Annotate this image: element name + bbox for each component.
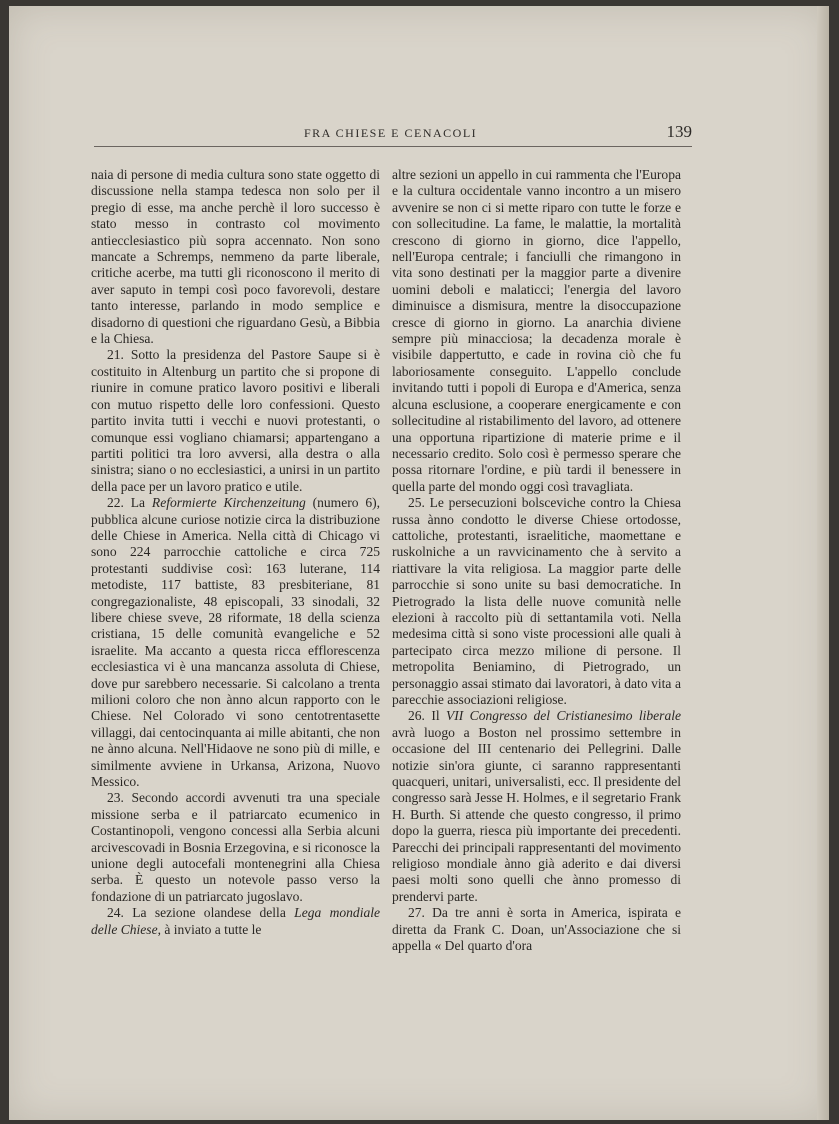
paragraph-26	[392, 708, 681, 905]
paragraph-24-italic: Lega mondiale delle Chiese	[91, 905, 381, 937]
page-edge	[817, 6, 829, 1120]
paragraph-25: 25. Le persecuzioni bolsceviche contro la Chiesa russa ànno condotto le diverse Chiese ortodosse, cattoliche, protestanti, israelitiche, maomettane e ruskolniche a un ravvicinamento che à servito a riattivare la vita religiosa. La maggior parte delle parrocchie si sono unite su basi democratiche. In Pietrogrado la lista delle nuove comunità nelle elezioni à raccolto più di settantamila voti. Nella medesima città si sono viste processioni alle quali à partecipato circa mezzo milione di persone. Il metropolita Beniamino, di Pietrogrado, un personaggio assai stimato dai lavoratori, à dato vita a parecchie associazioni religiose.	[392, 495, 681, 707]
paragraph-26-italic: VII Congresso del Cristianesimo liberale	[445, 708, 681, 724]
page-header	[94, 122, 692, 147]
paragraph-23: 23. Secondo accordi avvenuti tra una speciale missione serba e il patriarcato ecumenico in Costantinopoli, vengono concessi alla Serbia alcuni arcivescovadi in Bosnia Erzegovina, e si riconosce la unione degli autocefali montenegrini alla Chiesa serba. È questo un notevole passo verso la fondazione di un patriarcato jugoslavo.	[91, 790, 380, 904]
paragraph-22-body: (numero 6), pubblica alcune curiose notizie circa la distribuzione delle Chiese in America. Nella città di Chicago vi sono 224 parrocchie cattoliche e circa 725 protestanti suddivise così: 163 luterane, 114 metodiste, 117 battiste, 83 presbiteriane, 81 congregazionaliste, 48 episcopali, 33 sinodali, 32 libere chiese sveve, 28 riformate, 18 della scienza cristiana, 15 delle comunità evangeliche e 52 israelite. Ma accanto a questa ricca efflorescenza ecclesiastica vi è una mancanza assoluta di Chiese, dove pur sarebbero necessarie. Si calcolano a trenta milioni coloro che non ànno alcun rapporto con le Chiese. Nel Colorado vi sono centotrentasette villaggi, dai centocinquanta ai mille abitanti, che non ne ànno alcuna. Nell'Hidaove ne sono più di mille, e similmente avviene in Urkansa, Arizona, Nuovo Messico.	[91, 495, 381, 790]
paragraph-21: 21. Sotto la presidenza del Pastore Saupe si è costituito in Altenburg un partito che si propone di riunire in comune pratico lavoro positivi e liberali con mutuo rispetto delle loro confessioni. Questo partito invita tutti i vecchi e nuovi protestanti, o comunque essi vogliano chiamarsi; appartengano a partiti politici tra loro avversi, alla destra o alla sinistra; siano o no ecclesiastici, a unirsi in un partito della pace per un lavoro pratico e utile.	[91, 347, 380, 494]
paragraph-26-body: avrà luogo a Boston nel prossimo settembre in occasione del III centenario dei Pellegrini. Dalle notizie sin'ora giunte, ci saranno rappresentanti quacqueri, unitari, universalisti, ecc. Il presidente del congresso sarà Jesse H. Holmes, e il segretario Frank H. Burth. Si attende che questo congresso, il primo dopo la guerra, riesca più importante dei precedenti. Parecchi dei principali rappresentanti del movimento religioso mondiale ànno già aderito e dai diversi paesi molti sono quelli che ànno promesso di prendervi parte.	[392, 724, 681, 904]
paragraph-24-body: , à inviato a tutte le	[157, 921, 262, 937]
paragraph-continuation: naia di persone di media cultura sono state oggetto di discussione nella stampa tedesca non solo per il pregio di esse, ma anche perchè il loro successo è stato messo in contrasto col movimento antiecclesiastico più sopra accennato. Non sono mancate a Schremps, nemmeno da parte liberale, critiche acerbe, ma tutti gli riconoscono il merito di aver saputo in tempi così poco favorevoli, destare tanto interesse, parlando in modo semplice e disadorno di questioni che riguardano Gesù, a Bibbia e la Chiesa.	[91, 167, 380, 347]
paragraph-24-lead: 24. La sezione olandese della	[107, 905, 295, 921]
paragraph-22	[91, 495, 380, 790]
running-head: FRA CHIESE E CENACOLI	[304, 126, 478, 140]
paragraph-24-continuation: altre sezioni un appello in cui rammenta che l'Europa e la cultura occidentale vanno incontro a un misero avvenire se non ci si mette riparo con tutte le forze e con sollecitudine. La fame, le malattie, la mortalità crescono di giorno in giorno, dice l'appello, nell'Europa centrale; i fanciulli che rimangono in vita sono destinati per la maggior parte a divenire uomini deboli e malaticci; l'energia del lavoro diminuisce a dismisura, mentre la disoccupazione cresce di giorno in giorno. La anarchia diviene sempre più minacciosa; la decadenza morale è visibile dappertutto, e cade in rovina ciò che fu laboriosamente conseguito. L'appello conclude invitando tutti i popoli di Europa e d'America, senza alcuna esclusione, a cooperare energicamente e con sollecitudine al ristabilimento del lavoro, ad ottenere una opportuna ripartizione di materie prime e il necessario credito. Solo così è permesso sperare che possa ritornare l'ordine, e più tardi il benessere in quella parte del mondo oggi così travagliata.	[392, 167, 681, 494]
book-page	[9, 6, 829, 1120]
paragraph-26-lead: 26. Il	[408, 708, 446, 724]
paragraph-24	[91, 905, 380, 938]
left-column	[91, 167, 380, 938]
page-number: 139	[666, 122, 692, 141]
paragraph-22-lead: 22. La	[107, 495, 152, 511]
paragraph-22-italic: Reformierte Kirchenzeitung	[151, 495, 306, 511]
right-column	[392, 167, 681, 955]
paragraph-27: 27. Da tre anni è sorta in America, ispirata e diretta da Frank C. Doan, un'Associazione che si appella « Del quarto d'ora	[392, 905, 681, 954]
